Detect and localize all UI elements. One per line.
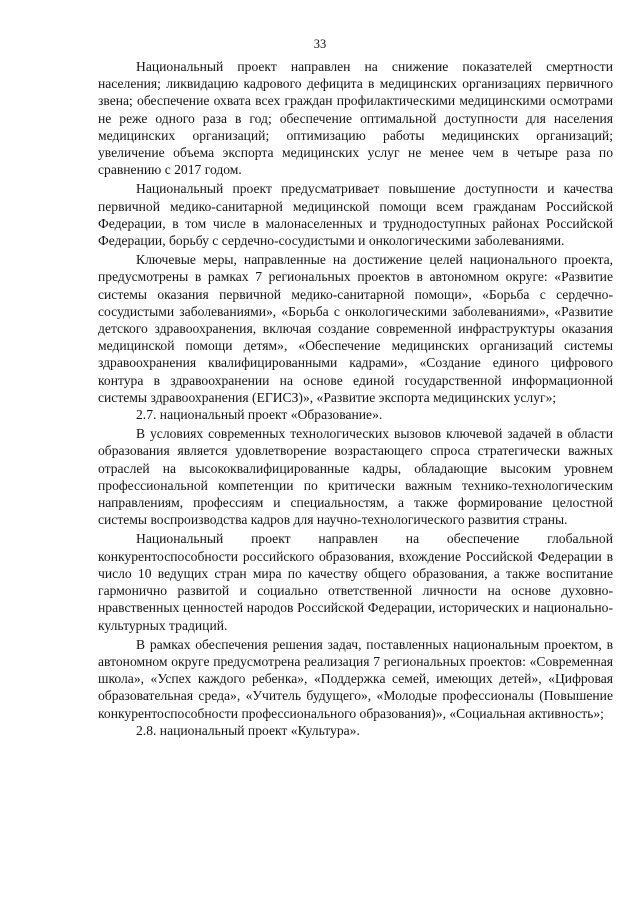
paragraph-education-projects: В рамках обеспечения решения задач, поставленных национальным проектом, в автономном округе предусмотрена реализация 7 региональных проектов: «Современная школа», «Успех каждого ребенка», «Поддержка семей, имеющих детей», «Цифровая образовательная среда», «Учитель будущего», «Молодые профессионалы (Повышение конкурентоспособности профессионального образования)», «Социальная активность»; bbox=[98, 636, 613, 721]
paragraph-education-goals: Национальный проект направлен на обеспечение глобальной конкурентоспособности российского образования, вхождение Российской Федерации в число 10 ведущих стран мира по качеству общего образования, а также воспитание гармонично развитой и социально ответственной личности на основе духовно-нравственных ценностей народов Российской Федерации, исторических и национально-культурных традиций. bbox=[98, 531, 613, 633]
section-heading-culture: 2.8. национальный проект «Культура». bbox=[136, 722, 360, 738]
document-body bbox=[98, 58, 613, 739]
paragraph-education-challenges: В условиях современных технологических вызовов ключевой задачей в области образования является удовлетворение возрастающего спроса стратегически важных отраслей на высококвалифицированные кадры, обладающие высоким уровнем профессиональной компетенции по критически важным технико-технологическим направлениям, профессиям и специальностям, а также формирование целостной системы воспроизводства кадров для научно-технологического развития страны. bbox=[98, 426, 613, 528]
paragraph-health-access: Национальный проект предусматривает повышение доступности и качества первичной медико-санитарной медицинской помощи всем гражданам Российской Федерации, в том числе в малонаселенных и труднодоступных районах Российской Федерации, борьбу с сердечно-сосудистыми и онкологическими заболеваниями. bbox=[98, 181, 613, 249]
section-heading-education: 2.7. национальный проект «Образование». bbox=[136, 407, 383, 423]
paragraph-health-measures: Ключевые меры, направленные на достижение целей национального проекта, предусмотрены в рамках 7 региональных проектов в автономном округе: «Развитие системы оказания первичной медико-санитарной помощи», «Борьба с сердечно-сосудистыми заболеваниями», «Борьба с онкологическими заболеваниями», «Развитие детского здравоохранения, включая создание современной инфраструктуры оказания медицинской помощи детям», «Обеспечение медицинских организаций системы здравоохранения квалифицированными кадрами», «Создание единого цифрового контура в здравоохранении на основе единой государственной информационной системы здравоохранения (ЕГИСЗ)», «Развитие экспорта медицинских услуг»; bbox=[98, 252, 613, 405]
page-number: 33 bbox=[313, 37, 327, 51]
paragraph-health-goals: Национальный проект направлен на снижение показателей смертности населения; ликвидацию кадрового дефицита в медицинских организациях первичного звена; обеспечение охвата всех граждан профилактическими медицинскими осмотрами не реже одного раза в год; обеспечение оптимальной доступности для населения медицинских организаций; оптимизацию работы медицинских организаций; увеличение объема экспорта медицинских услуг не менее чем в четыре раза по сравнению с 2017 годом. bbox=[98, 59, 613, 178]
